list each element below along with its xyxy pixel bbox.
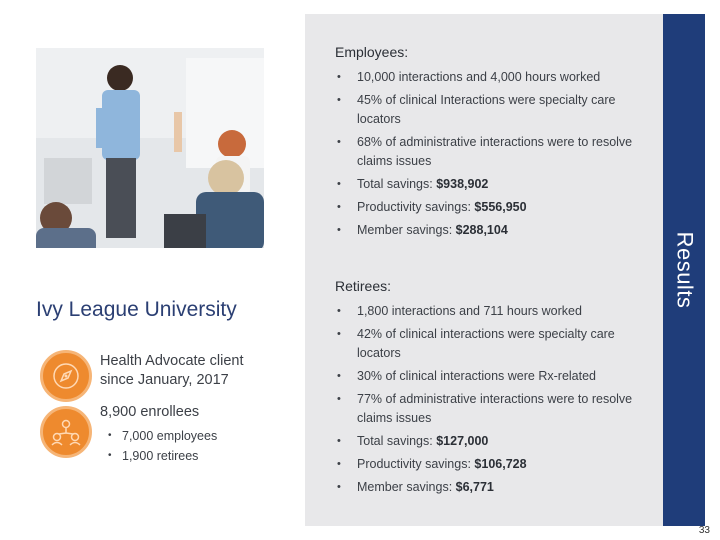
results-label-text: Results (672, 231, 698, 309)
list-item: • 30% of clinical interactions were Rx-related (335, 367, 635, 386)
list-item: • Productivity savings: $556,950 (335, 198, 635, 217)
results-label (663, 14, 705, 526)
enrollee-breakdown (108, 426, 217, 466)
list-item: • Total savings: $127,000 (335, 432, 635, 451)
enrollees-count: 8,900 enrollees (100, 404, 200, 420)
list-item: • Member savings: $6,771 (335, 478, 635, 497)
list-item: • 42% of clinical interactions were specialty care locators (335, 325, 635, 363)
client-line-1: Health Advocate client (100, 353, 244, 369)
employees-list (335, 68, 635, 244)
list-item: • 1,900 retirees (108, 446, 217, 466)
list-item: • 68% of administrative interactions were to resolve claims issues (335, 133, 635, 171)
retirees-list (335, 302, 635, 501)
classroom-photo (36, 48, 264, 276)
list-item: • Productivity savings: $106,728 (335, 455, 635, 474)
people-network-icon (40, 406, 92, 458)
list-item: • 45% of clinical Interactions were specialty care locators (335, 91, 635, 129)
client-line-2: since January, 2017 (100, 372, 229, 388)
list-item: • Member savings: $288,104 (335, 221, 635, 240)
compass-icon (40, 350, 92, 402)
page-number: 33 (698, 525, 710, 536)
list-item: • Total savings: $938,902 (335, 175, 635, 194)
list-item: • 77% of administrative interactions were to resolve claims issues (335, 390, 635, 428)
retirees-heading: Retirees: (335, 278, 392, 294)
client-since-text (100, 352, 243, 390)
list-item: • 10,000 interactions and 4,000 hours worked (335, 68, 635, 87)
list-item: • 7,000 employees (108, 426, 217, 446)
org-title: Ivy League University (36, 298, 237, 321)
employees-heading: Employees: (335, 44, 409, 60)
list-item: • 1,800 interactions and 711 hours worked (335, 302, 635, 321)
